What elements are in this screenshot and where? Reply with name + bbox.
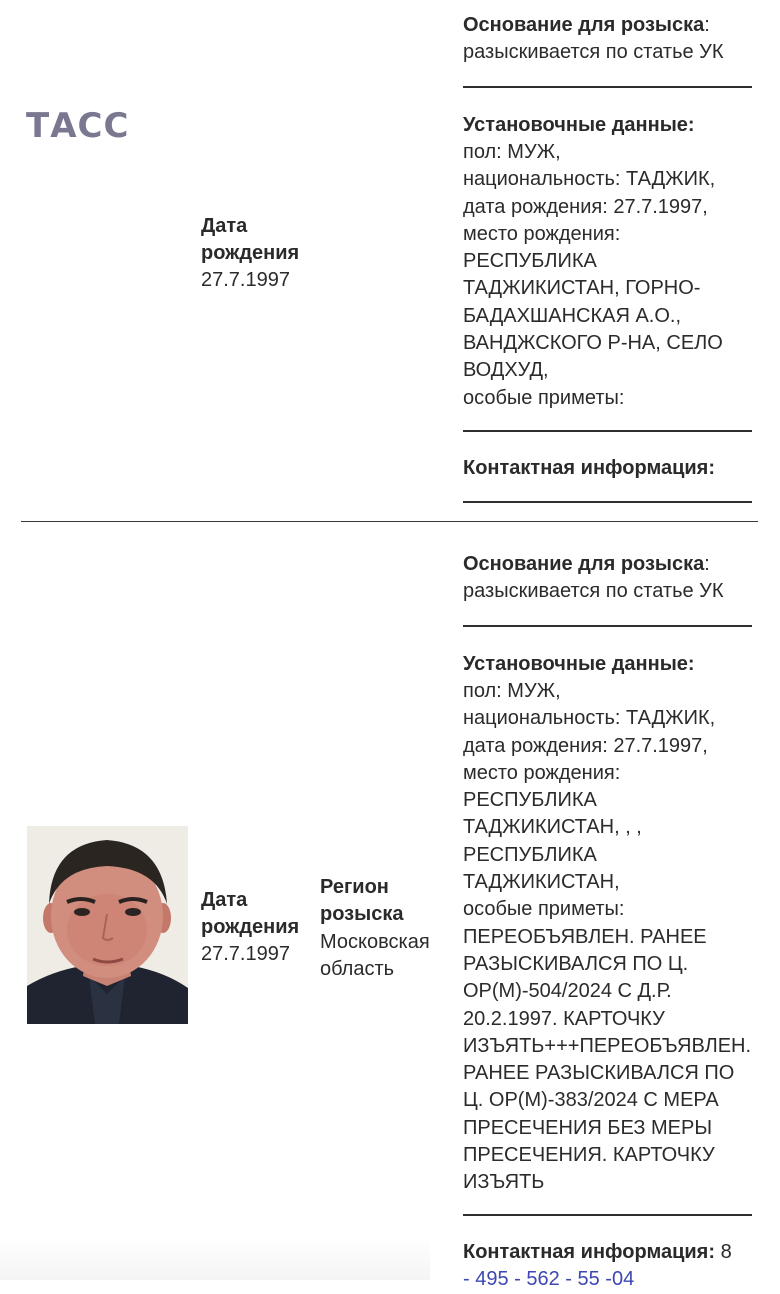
wanted-basis bbox=[463, 551, 763, 606]
tass-logo: ТАСС bbox=[26, 106, 130, 146]
divider bbox=[463, 625, 752, 627]
contact-info bbox=[463, 1239, 763, 1294]
search-region-label: Регион розыска bbox=[320, 876, 404, 926]
birth-date-label: Дата рождения bbox=[201, 889, 300, 939]
divider bbox=[463, 1214, 752, 1216]
wanted-basis-label: Основание для розыска bbox=[463, 553, 705, 575]
identity-data-label: Установочные данные: bbox=[463, 653, 695, 675]
contact-info-label: Контактная информация: bbox=[463, 1241, 716, 1263]
identity-data-text: пол: МУЖ, национальность: ТАДЖИК, дата рождения: 27.7.1997, место рождения: РЕСПУБЛИКА ТАДЖИКИСТАН, , , РЕСПУБЛИКА ТАДЖИКИСТАН, особые приметы: ПЕРЕОБЪЯВЛЕН. РАНЕЕ РАЗЫСКИВАЛСЯ ПО Ц. ОР(М)-504/2024 С Д.Р. 20.2.1997. КАРТОЧКУ ИЗЪЯТЬ+++ПЕРЕОБЪЯВЛЕН. РАНЕЕ РАЗЫСКИВАЛСЯ ПО Ц. ОР(М)-383/2024 С МЕРА ПРЕСЕЧЕНИЯ БЕЗ МЕРЫ ПРЕСЕЧЕНИЯ. КАРТОЧКУ ИЗЪЯТЬ bbox=[463, 680, 752, 1194]
wanted-basis-value: разыскивается по статье УК bbox=[463, 41, 724, 64]
contact-phone-prefix: 8 bbox=[720, 1241, 732, 1263]
bottom-fade bbox=[0, 1238, 430, 1280]
contact-info-label: Контактная информация: bbox=[463, 457, 716, 479]
birth-date-label: Дата рождения bbox=[201, 215, 300, 265]
wanted-basis-label: Основание для розыска bbox=[463, 14, 705, 36]
wanted-basis-colon: : bbox=[704, 553, 710, 575]
birth-date-value: 27.7.1997 bbox=[201, 269, 290, 291]
identity-data-label: Установочные данные: bbox=[463, 114, 695, 136]
contact-phone-link[interactable]: - 495 - 562 - 55 -04 bbox=[463, 1268, 635, 1291]
wanted-basis-colon: : bbox=[704, 14, 710, 36]
wanted-basis-value: разыскивается по статье УК bbox=[463, 580, 724, 603]
identity-data-text: пол: МУЖ, национальность: ТАДЖИК, дата рождения: 27.7.1997, место рождения: РЕСПУБЛИКА ТАДЖИКИСТАН, ГОРНО- БАДАХШАНСКАЯ А.О., ВАНДЖСКОГО Р-НА, СЕЛО ВОДХУД, особые приметы: bbox=[463, 141, 723, 409]
record-separator bbox=[21, 521, 758, 522]
wanted-basis bbox=[463, 12, 763, 67]
suspect-photo-image bbox=[27, 826, 188, 1024]
birth-date-value: 27.7.1997 bbox=[201, 943, 290, 965]
suspect-photo bbox=[27, 826, 188, 1024]
divider bbox=[463, 501, 752, 503]
divider bbox=[463, 430, 752, 432]
search-region-value: Московская область bbox=[320, 931, 430, 981]
divider bbox=[463, 86, 752, 88]
